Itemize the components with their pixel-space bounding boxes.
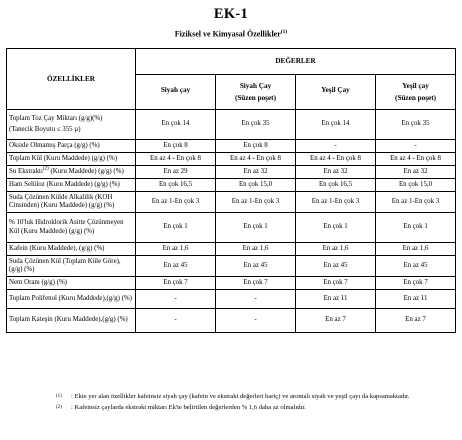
value-cell: En çok 15,0 [216, 179, 296, 192]
value-cell: En az 1,6 [376, 243, 456, 256]
value-cell: En az 32 [296, 166, 376, 179]
value-cell: En az 32 [376, 166, 456, 179]
footnote-text: : Kafeinsiz çaylarda ekstrakt miktarı Ek'te belirtilen değerlerden % 1,6 daha az olmalıdır. [71, 404, 306, 412]
value-cell: - [216, 290, 296, 309]
value-cell: En az 7 [376, 309, 456, 333]
value-cell: En az 4 - En çok 8 [216, 153, 296, 166]
value-cell: En az 4 - En çok 8 [296, 153, 376, 166]
subtitle-text: Fiziksel ve Kimyasal Özellikler [174, 29, 281, 39]
table-row [7, 243, 456, 256]
column-header-black-tea-bag [216, 75, 296, 110]
value-cell: En çok 35 [376, 110, 456, 140]
property-label: Toplam Kül (Kuru Maddede) (g/g) (%) [9, 154, 118, 162]
column-header-label: Yeşil Çay [321, 86, 350, 95]
property-cell [7, 153, 136, 166]
value-cell: En çok 8 [216, 140, 296, 153]
value-cell: En az 11 [376, 290, 456, 309]
value-cell: En az 1-En çok 3 [296, 192, 376, 213]
value-cell: En az 1,6 [296, 243, 376, 256]
property-label: Okside Olmamış Parça (g/g) (%) [9, 141, 100, 149]
property-label: Ham Selüloz (Kuru Maddede) (g/g) (%) [9, 180, 120, 188]
value-cell: En çok 1 [136, 213, 216, 243]
property-footnote-ref: (2) [42, 166, 49, 172]
property-sublabel: (Tanecik Boyutu ≤ 355 µ) [9, 126, 81, 133]
value-cell: En az 32 [216, 166, 296, 179]
table-row [7, 277, 456, 290]
annex-subtitle [0, 29, 462, 39]
value-cell: En çok 1 [296, 213, 376, 243]
value-cell: En çok 8 [136, 140, 216, 153]
value-cell: En az 29 [136, 166, 216, 179]
footnote-2 [56, 404, 416, 412]
property-label: Su Ekstraktı [9, 167, 43, 175]
column-header-black-tea [136, 75, 216, 110]
table-row [7, 179, 456, 192]
property-label: Toplam Polifenol (Kuru Maddede),(g/g) (%) [9, 294, 132, 302]
property-label: Toplam Toz Çay Miktarı (g/g)(%) [9, 114, 103, 122]
table-row [7, 153, 456, 166]
table-row [7, 256, 456, 277]
table-row [7, 213, 456, 243]
column-header-label: Siyah çay [160, 86, 191, 95]
column-header-green-tea [296, 75, 376, 110]
property-cell [7, 192, 136, 213]
value-cell: - [136, 309, 216, 333]
table-row [7, 290, 456, 309]
footnote-text: : Ekte yer alan özellikler kafeinsiz siyah çay (kafein ve ekstrakt değerleri hariç) ve aromalı siyah ve yeşil çayı da kapsamaktadır. [71, 393, 410, 400]
table-row [7, 192, 456, 213]
value-cell: En çok 7 [216, 277, 296, 290]
value-cell: En az 1-En çok 3 [216, 192, 296, 213]
table-row [7, 166, 456, 179]
value-cell: En az 4 - En çok 8 [376, 153, 456, 166]
column-header-green-tea-bag [376, 75, 456, 110]
value-cell: En az 45 [216, 256, 296, 277]
value-cell: En çok 7 [376, 277, 456, 290]
value-cell: En az 4 - En çok 8 [136, 153, 216, 166]
properties-column-header: ÖZELLİKLER [7, 49, 136, 110]
table-row [7, 140, 456, 153]
property-label: Suda Çözünen Kül (Toplam Küle Göre), (g/g) (%) [9, 257, 121, 273]
footnote-mark: (1) [56, 394, 62, 399]
table-body [7, 110, 456, 333]
value-cell: En çok 1 [376, 213, 456, 243]
value-cell: En çok 14 [296, 110, 376, 140]
value-cell: - [216, 309, 296, 333]
footnote-1 [56, 393, 416, 401]
value-cell: En çok 35 [216, 110, 296, 140]
property-label: Toplam Kateşin (Kuru Maddede),(g/g) (%) [9, 316, 128, 324]
value-cell: En az 1-En çok 3 [136, 192, 216, 213]
specification-table [6, 48, 456, 333]
value-cell: En çok 1 [216, 213, 296, 243]
value-cell: - [136, 290, 216, 309]
property-cell [7, 179, 136, 192]
property-cell [7, 243, 136, 256]
column-header-label: Yeşil çay [402, 82, 429, 91]
value-cell: En az 1,6 [216, 243, 296, 256]
value-cell: En çok 14 [136, 110, 216, 140]
values-group-header: DEĞERLER [136, 49, 456, 75]
property-cell [7, 166, 136, 179]
value-cell: En çok 16,5 [296, 179, 376, 192]
footnotes [56, 393, 416, 416]
value-cell: En az 7 [296, 309, 376, 333]
value-cell: En çok 15,0 [376, 179, 456, 192]
value-cell: - [376, 140, 456, 153]
value-cell: En çok 7 [296, 277, 376, 290]
property-cell [7, 290, 136, 309]
subtitle-footnote-ref: (1) [280, 29, 288, 35]
value-cell: En az 45 [376, 256, 456, 277]
property-cell [7, 309, 136, 333]
property-label: % 10'luk Hidroklorik Asitte Çözünmeyen Kül (Kuru Maddede) (g/g) (%) [9, 219, 124, 235]
table-row [7, 309, 456, 333]
header-row-groups [7, 49, 456, 75]
value-cell: En az 1-En çok 3 [376, 192, 456, 213]
property-cell [7, 110, 136, 140]
annex-title: EK-1 [213, 6, 249, 22]
property-cell [7, 213, 136, 243]
value-cell: - [296, 140, 376, 153]
column-header-sublabel: (Süzen poşet) [235, 93, 276, 102]
property-cell [7, 140, 136, 153]
property-cell [7, 256, 136, 277]
column-header-label: Siyah Çay [239, 82, 272, 91]
property-label-continued: (Kuru Maddede) (g/g) (%) [48, 167, 124, 175]
table-row [7, 110, 456, 140]
value-cell: En az 45 [136, 256, 216, 277]
footnote-mark: (2) [56, 405, 62, 411]
value-cell: En çok 16,5 [136, 179, 216, 192]
value-cell: En az 45 [296, 256, 376, 277]
property-cell [7, 277, 136, 290]
value-cell: En çok 7 [136, 277, 216, 290]
value-cell: En az 11 [296, 290, 376, 309]
property-label: Suda Çözünen Külde Alkalilik (KOH Cinsinden) (Kuru Maddede) (g/g) (%) [9, 193, 115, 209]
property-label: Kafein (Kuru Maddede), (g/g) (%) [9, 244, 105, 252]
column-header-sublabel: (Süzen poşet) [395, 93, 436, 102]
property-label: Nem Oranı (g/g) (%) [9, 278, 67, 286]
value-cell: En az 1,6 [136, 243, 216, 256]
